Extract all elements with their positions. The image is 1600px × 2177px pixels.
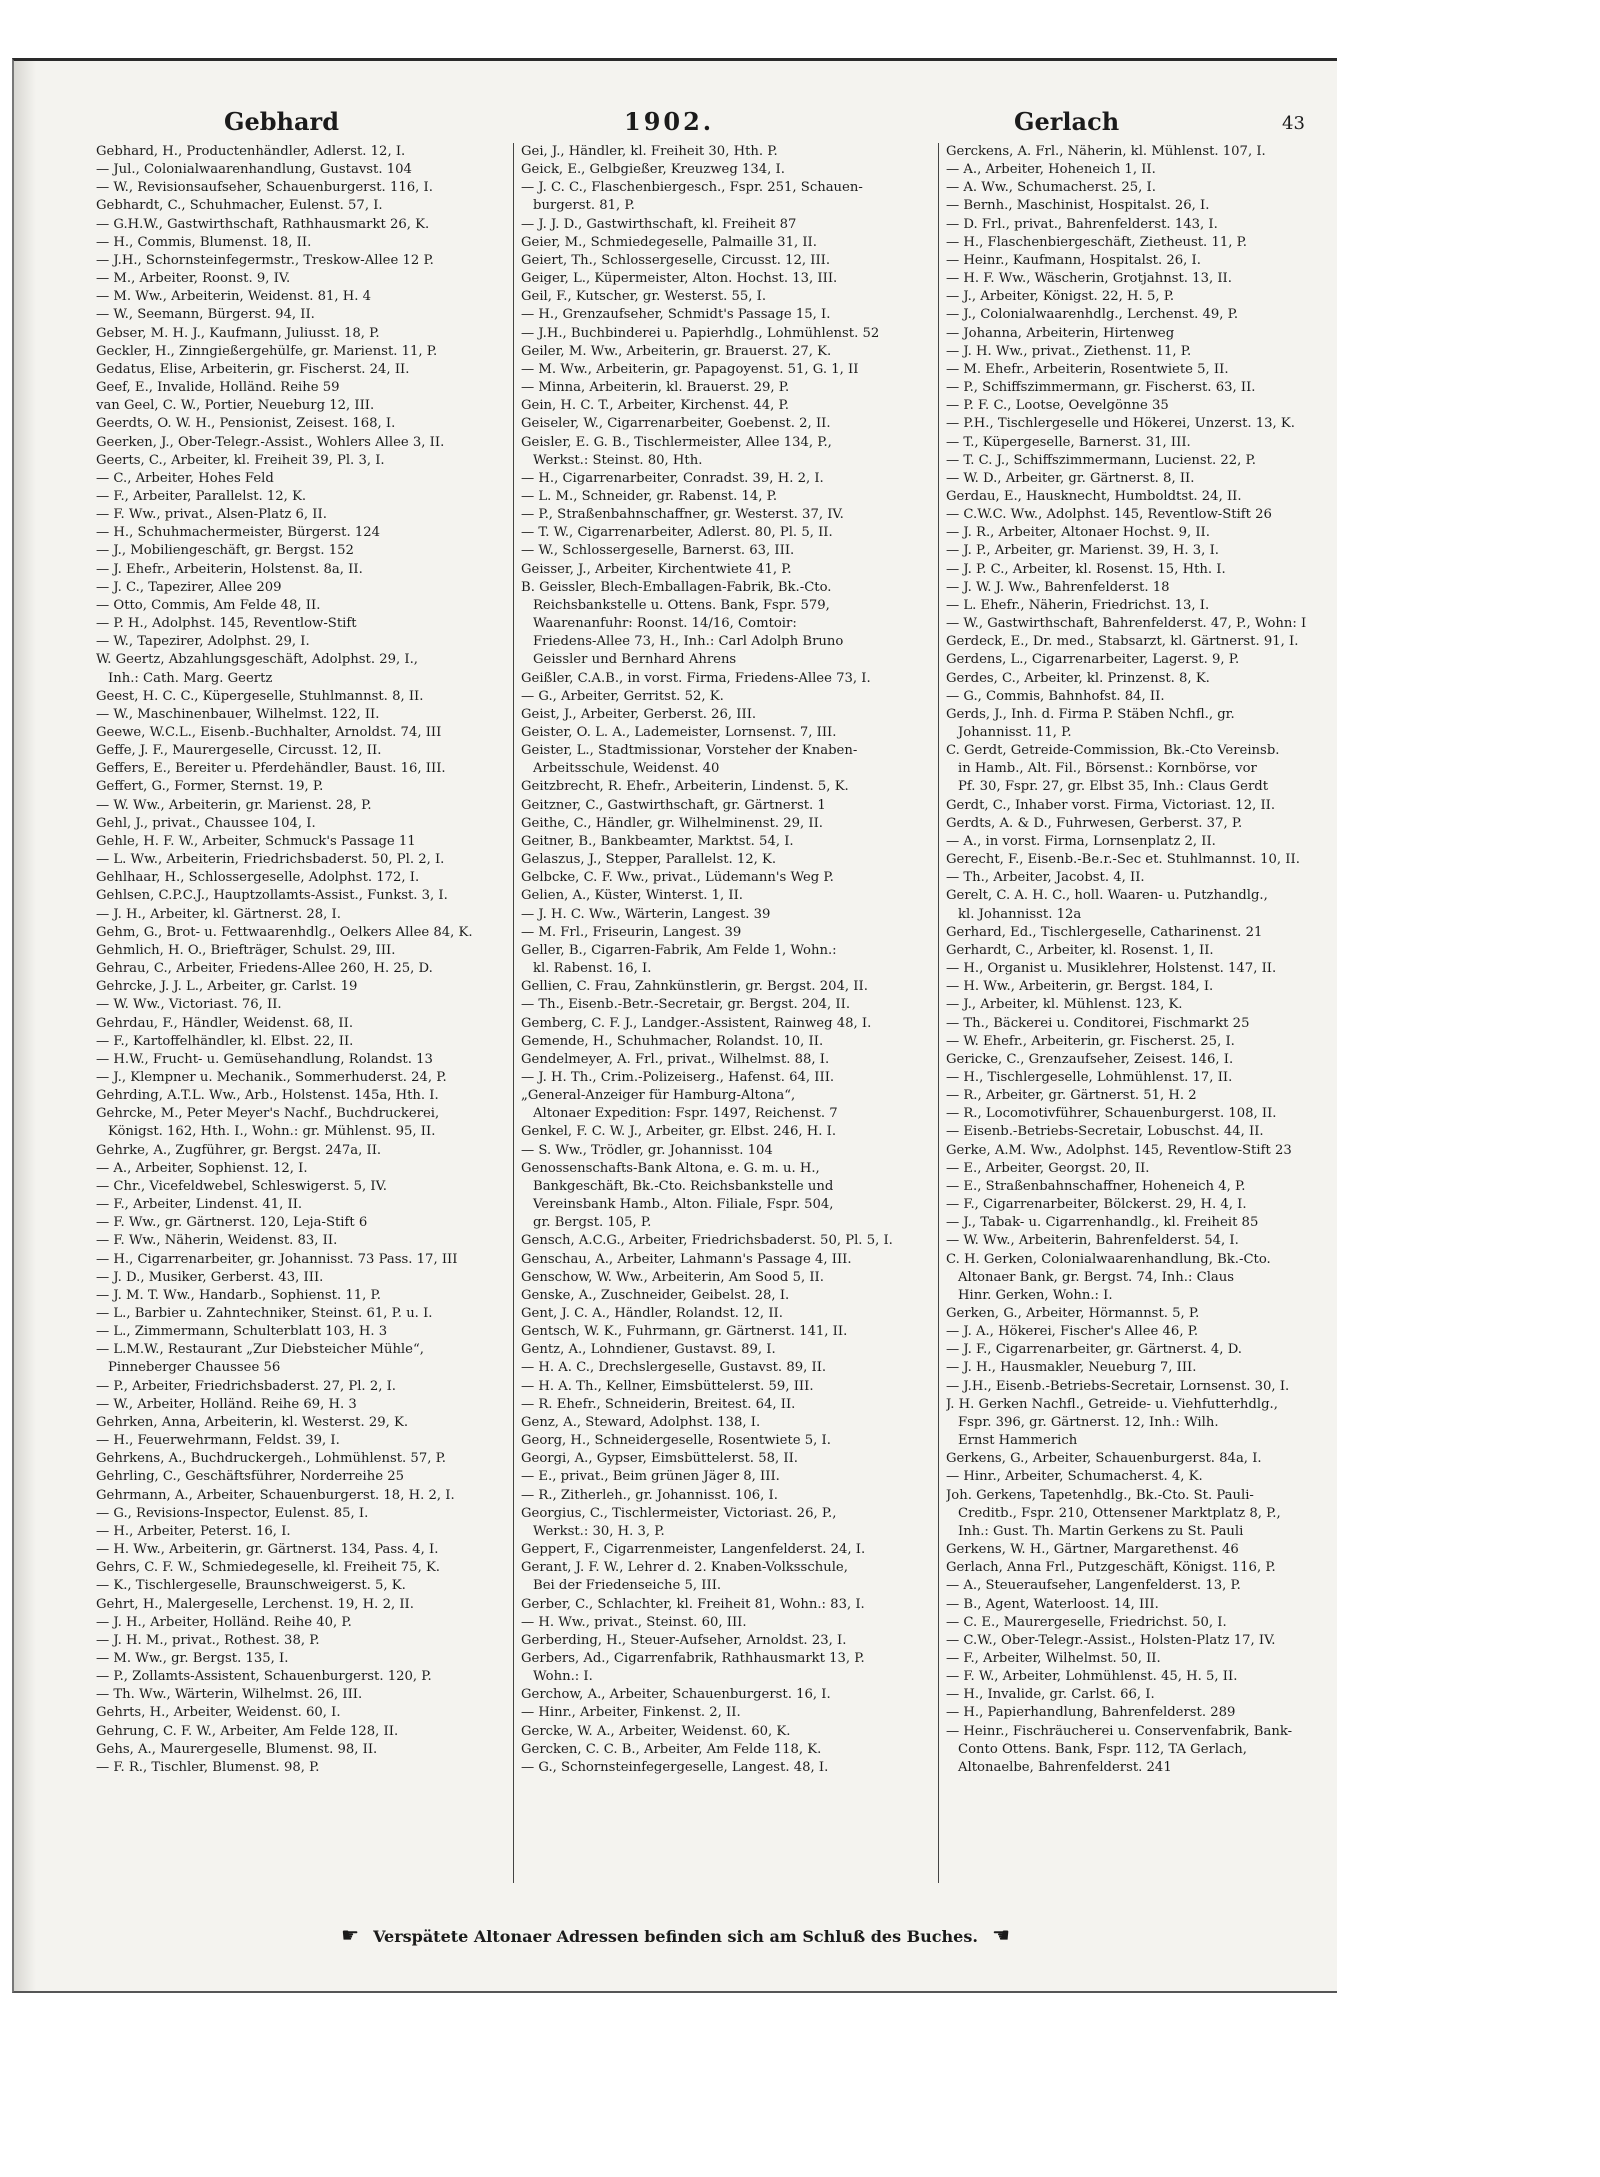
directory-entry: — P., Schiffszimmermann, gr. Fischerst. 63, II. xyxy=(946,380,1256,396)
directory-entry: Gerelt, C. A. H. C., holl. Waaren- u. Putzhandlg., xyxy=(946,888,1268,904)
directory-entry: burgerst. 81, P. xyxy=(533,198,635,214)
directory-entry: — M. Frl., Friseurin, Langest. 39 xyxy=(521,924,742,940)
directory-entry: Conto Ottens. Bank, Fspr. 112, TA Gerlach, xyxy=(958,1741,1247,1757)
directory-entry: Werkst.: Steinst. 80, Hth. xyxy=(533,452,703,468)
directory-entry: — H.W., Frucht- u. Gemüsehandlung, Rolandst. 13 xyxy=(96,1051,433,1067)
directory-entry: — R., Locomotivführer, Schauenburgerst. 108, II. xyxy=(946,1106,1277,1122)
directory-entry: Friedens-Allee 73, H., Inh.: Carl Adolph Bruno xyxy=(533,634,844,650)
directory-entry: Joh. Gerkens, Tapetenhdlg., Bk.-Cto. St. Pauli- xyxy=(946,1487,1254,1503)
directory-entry: Gein, H. C. T., Arbeiter, Kirchenst. 44, P. xyxy=(521,398,789,414)
directory-entry: — T., Küpergeselle, Barnerst. 31, III. xyxy=(946,434,1191,450)
directory-entry: — W., Gastwirthschaft, Bahrenfelderst. 47, P., Wohn: I xyxy=(946,616,1307,632)
directory-entry: Geffers, E., Bereiter u. Pferdehändler, Baust. 16, III. xyxy=(96,761,446,777)
directory-entry: Geisler, E. G. B., Tischlermeister, Allee 134, P., xyxy=(521,434,832,450)
directory-entry: — Eisenb.-Betriebs-Secretair, Lobuschst. 44, II. xyxy=(946,1124,1264,1140)
header-year: 1902. xyxy=(624,107,715,136)
directory-entry: — J. W. J. Ww., Bahrenfelderst. 18 xyxy=(946,579,1170,595)
page-header xyxy=(14,107,1337,147)
directory-entry: Gei, J., Händler, kl. Freiheit 30, Hth. P. xyxy=(521,144,778,159)
directory-entry: — P., Arbeiter, Friedrichsbaderst. 27, Pl. 2, I. xyxy=(96,1378,396,1394)
directory-entry: — Jul., Colonialwaarenhandlung, Gustavst. 104 xyxy=(96,162,412,178)
directory-entry: Gerdau, E., Hausknecht, Humboldtst. 24, II. xyxy=(946,488,1242,504)
directory-entry: Geller, B., Cigarren-Fabrik, Am Felde 1, Wohn.: xyxy=(521,942,837,958)
directory-entry: Gerke, A.M. Ww., Adolphst. 145, Reventlow-Stift 23 xyxy=(946,1142,1292,1158)
directory-entry: — W., Arbeiter, Holländ. Reihe 69, H. 3 xyxy=(96,1396,357,1412)
directory-entry: Gedatus, Elise, Arbeiterin, gr. Fischerst. 24, II. xyxy=(96,361,410,377)
directory-entry: „General-Anzeiger für Hamburg-Altona“, xyxy=(521,1088,796,1104)
directory-entry: — J. R., Arbeiter, Altonaer Hochst. 9, II. xyxy=(946,525,1210,541)
directory-entry: Gerbers, Ad., Cigarrenfabrik, Rathhausmarkt 13, P. xyxy=(521,1650,865,1666)
directory-entry: — H., Feuerwehrmann, Feldst. 39, I. xyxy=(96,1433,340,1449)
directory-entry: — Heinr., Kaufmann, Hospitalst. 26, I. xyxy=(946,252,1201,268)
directory-entry: Geiger, L., Küpermeister, Alton. Hochst. 13, III. xyxy=(521,271,838,287)
directory-entry: — J. D., Musiker, Gerberst. 43, III. xyxy=(96,1269,324,1285)
directory-entry: Wohn.: I. xyxy=(533,1669,593,1685)
directory-entry: — H. Ww., privat., Steinst. 60, III. xyxy=(521,1614,747,1630)
directory-entry: — J. P., Arbeiter, gr. Marienst. 39, H. 3, I. xyxy=(946,543,1219,559)
directory-entry: Gentsch, W. K., Fuhrmann, gr. Gärtnerst. 141, II. xyxy=(521,1324,848,1340)
directory-entry: Bankgeschäft, Bk.-Cto. Reichsbankstelle und xyxy=(533,1178,834,1194)
directory-entry: Geitzner, C., Gastwirthschaft, gr. Gärtnerst. 1 xyxy=(521,797,826,813)
directory-entry: — H. F. Ww., Wäscherin, Grotjahnst. 13, II. xyxy=(946,271,1232,287)
directory-entry: Geest, H. C. C., Küpergeselle, Stuhlmannst. 8, II. xyxy=(96,688,424,704)
directory-entry: Gehrke, A., Zugführer, gr. Bergst. 247a, II. xyxy=(96,1142,382,1158)
directory-entry: — A., Steueraufseher, Langenfelderst. 13, P. xyxy=(946,1578,1241,1594)
directory-entry: — F. Ww., gr. Gärtnerst. 120, Leja-Stift 6 xyxy=(96,1215,368,1231)
directory-entry: — J., Arbeiter, Königst. 22, H. 5, P. xyxy=(946,289,1175,305)
directory-entry: — H., Commis, Blumenst. 18, II. xyxy=(96,234,312,250)
directory-entry: — M., Arbeiter, Roonst. 9, IV. xyxy=(96,271,291,287)
directory-entry: Gent, J. C. A., Händler, Rolandst. 12, II. xyxy=(521,1306,783,1321)
directory-entry: — Th., Bäckerei u. Conditorei, Fischmarkt 25 xyxy=(946,1015,1250,1031)
directory-entry: — F., Arbeiter, Lindenst. 41, II. xyxy=(96,1197,303,1213)
directory-entry: Pf. 30, Fspr. 27, gr. Elbst 35, Inh.: Claus Gerdt xyxy=(958,779,1269,795)
directory-entry: — J. H. Th., Crim.-Polizeiserg., Hafenst. 64, III. xyxy=(521,1069,835,1085)
directory-entry: — L. M., Schneider, gr. Rabenst. 14, P. xyxy=(521,488,778,504)
directory-entry: — J. P. C., Arbeiter, kl. Rosenst. 15, Hth. I. xyxy=(946,561,1226,577)
directory-entry: Geil, F., Kutscher, gr. Westerst. 55, I. xyxy=(521,289,767,305)
directory-entry: — H., Invalide, gr. Carlst. 66, I. xyxy=(946,1687,1155,1703)
directory-entry: — C.W.C. Ww., Adolphst. 145, Reventlow-Stift 26 xyxy=(946,507,1272,523)
directory-entry: — W. Ww., Arbeiterin, Bahrenfelderst. 54, I. xyxy=(946,1233,1239,1249)
directory-entry: — T. C. J., Schiffszimmermann, Lucienst. 22, P. xyxy=(946,452,1256,468)
directory-entry: Gebhard, H., Productenhändler, Adlerst. 12, I. xyxy=(96,144,406,159)
directory-entry: — M. Ww., Arbeiterin, gr. Papagoyenst. 51, G. 1, II xyxy=(521,361,859,377)
directory-entry: — G., Revisions-Inspector, Eulenst. 85, I. xyxy=(96,1505,369,1521)
directory-entry: Waarenanfuhr: Roonst. 14/16, Comtoir: xyxy=(533,616,797,632)
directory-entry: — L. Ehefr., Näherin, Friedrichst. 13, I. xyxy=(946,597,1210,613)
directory-entry: — J.H., Schornsteinfegermstr., Treskow-Allee 12 P. xyxy=(96,252,434,268)
directory-entry: Georgi, A., Gypser, Eimsbüttelerst. 58, II. xyxy=(521,1451,798,1467)
directory-entry: Geister, O. L. A., Lademeister, Lornsenst. 7, III. xyxy=(521,725,837,740)
directory-entry: — H., Flaschenbiergeschäft, Zietheust. 11, P. xyxy=(946,234,1247,250)
directory-entry: Gerken, G., Arbeiter, Hörmannst. 5, P. xyxy=(946,1306,1200,1321)
directory-entry: Gehs, A., Maurergeselle, Blumenst. 98, II. xyxy=(96,1741,378,1757)
directory-entry: — H. A. C., Drechslergeselle, Gustavst. 89, II. xyxy=(521,1360,827,1376)
directory-entry: — M. Ehefr., Arbeiterin, Rosentwiete 5, II. xyxy=(946,361,1229,377)
directory-entry: — J. H., Hausmakler, Neueburg 7, III. xyxy=(946,1360,1197,1376)
directory-entry: — F., Cigarrenarbeiter, Bölckerst. 29, H. 4, I. xyxy=(946,1197,1247,1213)
directory-entry: Geitzbrecht, R. Ehefr., Arbeiterin, Lindenst. 5, K. xyxy=(521,779,849,795)
directory-entry: Gehrling, C., Geschäftsführer, Norderreihe 25 xyxy=(96,1469,405,1485)
directory-entry: — L., Barbier u. Zahntechniker, Steinst. 61, P. u. I. xyxy=(96,1306,433,1321)
directory-entry: Gercke, W. A., Arbeiter, Weidenst. 60, K. xyxy=(521,1723,791,1739)
directory-entry: Gerdts, A. & D., Fuhrwesen, Gerberst. 37, P. xyxy=(946,815,1243,831)
directory-entry: — Th. Ww., Wärterin, Wilhelmst. 26, III. xyxy=(96,1687,363,1703)
directory-column-2 xyxy=(521,143,913,1923)
directory-entry: Gerckens, A. Frl., Näherin, kl. Mühlenst. 107, I. xyxy=(946,144,1266,159)
directory-entry: — Bernh., Maschinist, Hospitalst. 26, I. xyxy=(946,198,1210,214)
directory-entry: Geerts, C., Arbeiter, kl. Freiheit 39, Pl. 3, I. xyxy=(96,452,385,468)
directory-entry: — P., Straßenbahnschaffner, gr. Westerst. 37, IV. xyxy=(521,507,844,523)
directory-entry: Georgius, C., Tischlermeister, Victoriast. 26, P., xyxy=(521,1505,837,1521)
directory-entry: Geef, E., Invalide, Holländ. Reihe 59 xyxy=(96,380,340,396)
directory-entry: Gelbcke, C. F. Ww., privat., Lüdemann's Weg P. xyxy=(521,870,834,886)
directory-entry: Genschau, A., Arbeiter, Lahmann's Passage 4, III. xyxy=(521,1251,852,1267)
directory-entry: Gehm, G., Brot- u. Fettwaarenhdlg., Oelkers Allee 84, K. xyxy=(96,924,473,940)
directory-entry: Gebser, M. H. J., Kaufmann, Juliusst. 18, P. xyxy=(96,325,380,341)
directory-entry: Gerberding, H., Steuer-Aufseher, Arnoldst. 23, I. xyxy=(521,1632,847,1648)
directory-entry: Geiseler, W., Cigarrenarbeiter, Goebenst. 2, II. xyxy=(521,416,831,432)
directory-entry: Geffe, J. F., Maurergeselle, Circusst. 12, II. xyxy=(96,743,382,759)
directory-entry: — G., Commis, Bahnhofst. 84, II. xyxy=(946,688,1165,704)
directory-entry: — W., Revisionsaufseher, Schauenburgerst. 116, I. xyxy=(96,180,433,196)
directory-entry: — W. D., Arbeiter, gr. Gärtnerst. 8, II. xyxy=(946,470,1195,486)
directory-entry: Gensch, A.C.G., Arbeiter, Friedrichsbaderst. 50, Pl. 5, I. xyxy=(521,1233,893,1249)
directory-entry: — W., Maschinenbauer, Wilhelmst. 122, II. xyxy=(96,706,380,722)
directory-entry: Geckler, H., Zinngießergehülfe, gr. Marienst. 11, P. xyxy=(96,343,438,359)
directory-entry: — W., Tapezirer, Adolphst. 29, I. xyxy=(96,634,310,650)
directory-entry: — C., Arbeiter, Hohes Feld xyxy=(96,470,274,486)
directory-entry: Geiler, M. Ww., Arbeiterin, gr. Brauerst. 27, K. xyxy=(521,343,832,359)
directory-entry: — J. Ehefr., Arbeiterin, Holstenst. 8a, II. xyxy=(96,561,363,577)
directory-entry: — B., Agent, Waterloost. 14, III. xyxy=(946,1596,1159,1612)
footer-text: Verspätete Altonaer Adressen befinden sich am Schluß des Buches. xyxy=(373,1927,978,1946)
directory-entry: — R., Arbeiter, gr. Gärtnerst. 51, H. 2 xyxy=(946,1088,1197,1104)
directory-entry: — C.W., Ober-Telegr.-Assist., Holsten-Platz 17, IV. xyxy=(946,1632,1276,1648)
directory-entry: van Geel, C. W., Portier, Neueburg 12, III. xyxy=(96,398,375,414)
directory-entry: C. Gerdt, Getreide-Commission, Bk.-Cto Vereinsb. xyxy=(946,743,1280,759)
directory-entry: Gellien, C. Frau, Zahnkünstlerin, gr. Bergst. 204, II. xyxy=(521,979,868,995)
directory-entry: — H., Papierhandlung, Bahrenfelderst. 289 xyxy=(946,1705,1236,1721)
directory-entry: kl. Johannisst. 12a xyxy=(958,906,1082,922)
directory-entry: Creditb., Fspr. 210, Ottensener Marktplatz 8, P., xyxy=(958,1505,1281,1521)
directory-entry: J. H. Gerken Nachfl., Getreide- u. Viehfutterhdlg., xyxy=(946,1396,1278,1412)
directory-entry: Altonaer Expedition: Fspr. 1497, Reichenst. 7 xyxy=(533,1106,838,1122)
directory-entry: Geißler, C.A.B., in vorst. Firma, Friedens-Allee 73, I. xyxy=(521,670,871,686)
directory-entry: Johannisst. 11, P. xyxy=(958,725,1072,740)
directory-entry: Geitner, B., Bankbeamter, Marktst. 54, I. xyxy=(521,833,794,849)
directory-entry: — W., Schlossergeselle, Barnerst. 63, III. xyxy=(521,543,795,559)
directory-entry: Gehrdau, F., Händler, Weidenst. 68, II. xyxy=(96,1015,354,1031)
directory-entry: — G., Arbeiter, Gerritst. 52, K. xyxy=(521,688,724,704)
directory-entry: Bei der Friedenseiche 5, III. xyxy=(533,1578,722,1594)
directory-entry: Geier, M., Schmiedegeselle, Palmaille 31, II. xyxy=(521,234,817,250)
header-last-entry: Gerlach xyxy=(1014,107,1120,136)
directory-entry: — F. W., Arbeiter, Lohmühlenst. 45, H. 5, II. xyxy=(946,1669,1238,1685)
directory-entry: Gehrken, Anna, Arbeiterin, kl. Westerst. 29, K. xyxy=(96,1414,409,1430)
directory-entry: — W., Seemann, Bürgerst. 94, II. xyxy=(96,307,315,323)
directory-entry: Geffert, G., Former, Sternst. 19, P. xyxy=(96,779,324,795)
directory-entry: Gerant, J. F. W., Lehrer d. 2. Knaben-Volksschule, xyxy=(521,1560,848,1576)
directory-entry: — J. H. M., privat., Rothest. 38, P. xyxy=(96,1632,320,1648)
directory-entry: — J. J. D., Gastwirthschaft, kl. Freiheit 87 xyxy=(521,216,797,232)
directory-entry: Gerkens, W. H., Gärtner, Margarethenst. 46 xyxy=(946,1542,1239,1558)
directory-entry: — H. A. Th., Kellner, Eimsbüttelerst. 59, III. xyxy=(521,1378,814,1394)
directory-entry: — J., Mobiliengeschäft, gr. Bergst. 152 xyxy=(96,543,354,559)
directory-entry: Gerecht, F., Eisenb.-Be.r.-Sec et. Stuhlmannst. 10, II. xyxy=(946,852,1300,868)
directory-entry: — J., Colonialwaarenhdlg., Lerchenst. 49, P. xyxy=(946,307,1239,323)
directory-entry: Genschow, W. Ww., Arbeiterin, Am Sood 5, II. xyxy=(521,1269,824,1285)
directory-entry: Geppert, F., Cigarrenmeister, Langenfelderst. 24, I. xyxy=(521,1542,866,1558)
directory-entry: Georg, H., Schneidergeselle, Rosentwiete 5, I. xyxy=(521,1433,831,1449)
directory-entry: — K., Tischlergeselle, Braunschweigerst. 5, K. xyxy=(96,1578,406,1594)
directory-entry: Geithe, C., Händler, gr. Wilhelminenst. 29, II. xyxy=(521,815,823,831)
directory-entry: Gehrau, C., Arbeiter, Friedens-Allee 260, H. 25, D. xyxy=(96,961,433,977)
directory-entry: Geissler und Bernhard Ahrens xyxy=(533,652,737,668)
directory-entry: — E., privat., Beim grünen Jäger 8, III. xyxy=(521,1469,780,1485)
directory-entry: — J.H., Eisenb.-Betriebs-Secretair, Lornsenst. 30, I. xyxy=(946,1378,1290,1394)
directory-entry: Gehrts, H., Arbeiter, Weidenst. 60, I. xyxy=(96,1705,341,1721)
directory-entry: — W. Ehefr., Arbeiterin, gr. Fischerst. 25, I. xyxy=(946,1033,1235,1049)
directory-entry: — J. C. C., Flaschenbiergesch., Fspr. 251, Schauen- xyxy=(521,180,863,196)
directory-entry: Gehrmann, A., Arbeiter, Schauenburgerst. 18, H. 2, I. xyxy=(96,1487,455,1503)
directory-entry: — W. Ww., Victoriast. 76, II. xyxy=(96,997,282,1013)
directory-entry: Werkst.: 30, H. 3, P. xyxy=(533,1523,665,1539)
directory-entry: Genossenschafts-Bank Altona, e. G. m. u. H., xyxy=(521,1160,820,1176)
directory-entry: Ernst Hammerich xyxy=(958,1433,1078,1449)
directory-entry: Gehrkens, A., Buchdruckergeh., Lohmühlenst. 57, P. xyxy=(96,1451,446,1467)
page-number: 43 xyxy=(1282,113,1305,134)
directory-entry: Hinr. Gerken, Wohn.: I. xyxy=(958,1287,1113,1303)
directory-entry: Gemberg, C. F. J., Landger.-Assistent, Rainweg 48, I. xyxy=(521,1015,872,1031)
directory-entry: Gehmlich, H. O., Briefträger, Schulst. 29, III. xyxy=(96,942,396,958)
directory-entry: — J. H., Arbeiter, kl. Gärtnerst. 28, I. xyxy=(96,906,341,922)
directory-entry: — P. F. C., Lootse, Oevelgönne 35 xyxy=(946,398,1169,414)
directory-entry: — Th., Eisenb.-Betr.-Secretair, gr. Bergst. 204, II. xyxy=(521,997,851,1013)
directory-entry: — E., Arbeiter, Georgst. 20, II. xyxy=(946,1160,1150,1176)
directory-entry: Gerlach, Anna Frl., Putzgeschäft, Königst. 116, P. xyxy=(946,1560,1276,1576)
header-first-entry: Gebhard xyxy=(224,107,339,136)
directory-entry: — H., Organist u. Musiklehrer, Holstenst. 147, II. xyxy=(946,961,1277,977)
directory-entry: — H., Arbeiter, Peterst. 16, I. xyxy=(96,1523,291,1539)
directory-entry: — Hinr., Arbeiter, Finkenst. 2, II. xyxy=(521,1705,741,1721)
directory-entry: — W. Ww., Arbeiterin, gr. Marienst. 28, P. xyxy=(96,797,372,813)
directory-entry: — A. Ww., Schumacherst. 25, I. xyxy=(946,180,1156,196)
directory-entry: — L., Zimmermann, Schulterblatt 103, H. 3 xyxy=(96,1324,388,1340)
directory-entry: — T. W., Cigarrenarbeiter, Adlerst. 80, Pl. 5, II. xyxy=(521,525,833,541)
directory-entry: — G., Schornsteinfegergeselle, Langest. 48, I. xyxy=(521,1759,829,1775)
directory-entry: — A., Arbeiter, Sophienst. 12, I. xyxy=(96,1160,308,1176)
directory-entry: — L.M.W., Restaurant „Zur Diebsteicher Mühle“, xyxy=(96,1342,424,1358)
directory-entry: — J., Klempner u. Mechanik., Sommerhuderst. 24, P. xyxy=(96,1069,447,1085)
directory-entry: C. H. Gerken, Colonialwaarenhandlung, Bk.-Cto. xyxy=(946,1251,1271,1267)
directory-entry: — S. Ww., Trödler, gr. Johannisst. 104 xyxy=(521,1142,773,1158)
directory-entry: — Chr., Vicefeldwebel, Schleswigerst. 5, IV. xyxy=(96,1178,387,1194)
directory-entry: — F. Ww., Näherin, Weidenst. 83, II. xyxy=(96,1233,338,1249)
directory-entry: Gehlsen, C.P.C.J., Hauptzollamts-Assist., Funkst. 3, I. xyxy=(96,888,448,904)
directory-entry: Gehrs, C. F. W., Schmiedegeselle, kl. Freiheit 75, K. xyxy=(96,1560,441,1576)
directory-entry: Gercken, C. C. B., Arbeiter, Am Felde 118, K. xyxy=(521,1741,822,1757)
directory-columns xyxy=(96,143,1331,1923)
directory-entry: Gerhardt, C., Arbeiter, kl. Rosenst. 1, II. xyxy=(946,942,1214,958)
directory-entry: — A., in vorst. Firma, Lornsenplatz 2, II. xyxy=(946,833,1216,849)
directory-entry: Genkel, F. C. W. J., Arbeiter, gr. Elbst. 246, H. I. xyxy=(521,1124,837,1140)
directory-entry: — C. E., Maurergeselle, Friedrichst. 50, I. xyxy=(946,1614,1227,1630)
directory-entry: Gerdes, C., Arbeiter, kl. Prinzenst. 8, K. xyxy=(946,670,1210,686)
directory-entry: — L. Ww., Arbeiterin, Friedrichsbaderst. 50, Pl. 2, I. xyxy=(96,852,445,868)
directory-entry: Gehrcke, M., Peter Meyer's Nachf., Buchdruckerei, xyxy=(96,1106,440,1122)
directory-entry: Gehrt, H., Malergeselle, Lerchenst. 19, H. 2, II. xyxy=(96,1596,414,1612)
directory-entry: Gehrding, A.T.L. Ww., Arb., Holstenst. 145a, Hth. I. xyxy=(96,1088,439,1104)
directory-entry: Gerhard, Ed., Tischlergeselle, Catharinenst. 21 xyxy=(946,924,1263,940)
directory-entry: Geewe, W.C.L., Eisenb.-Buchhalter, Arnoldst. 74, III xyxy=(96,725,442,740)
directory-entry: Reichsbankstelle u. Ottens. Bank, Fspr. 579, xyxy=(533,597,830,613)
directory-entry: — Otto, Commis, Am Felde 48, II. xyxy=(96,597,321,613)
directory-entry: Gelien, A., Küster, Winterst. 1, II. xyxy=(521,888,743,904)
directory-column-3 xyxy=(946,143,1337,1923)
directory-entry: Vereinsbank Hamb., Alton. Filiale, Fspr. 504, xyxy=(533,1197,834,1213)
pointing-hand-icon: ☛ xyxy=(341,1923,360,1947)
directory-column-1 xyxy=(96,143,488,1923)
directory-entry: — Minna, Arbeiterin, kl. Brauerst. 29, P. xyxy=(521,380,790,396)
directory-entry: — J. A., Hökerei, Fischer's Allee 46, P. xyxy=(946,1324,1199,1340)
directory-entry: Geerdts, O. W. H., Pensionist, Zeisest. 168, I. xyxy=(96,416,396,432)
directory-entry: Gehle, H. F. W., Arbeiter, Schmuck's Passage 11 xyxy=(96,833,416,849)
directory-entry: Gerdt, C., Inhaber vorst. Firma, Victoriast. 12, II. xyxy=(946,797,1276,813)
directory-entry: — J., Tabak- u. Cigarrenhandlg., kl. Freiheit 85 xyxy=(946,1215,1259,1231)
directory-entry: Genske, A., Zuschneider, Geibelst. 28, I. xyxy=(521,1287,790,1303)
directory-entry: Gebhardt, C., Schuhmacher, Eulenst. 57, I. xyxy=(96,198,383,214)
directory-entry: Gelaszus, J., Stepper, Parallelst. 12, K. xyxy=(521,852,777,868)
directory-entry: — A., Arbeiter, Hoheneich 1, II. xyxy=(946,162,1156,178)
directory-entry: Gericke, C., Grenzaufseher, Zeisest. 146, I. xyxy=(946,1051,1234,1067)
directory-entry: — H. Ww., Arbeiterin, gr. Gärtnerst. 134, Pass. 4, I. xyxy=(96,1542,439,1558)
directory-entry: Geisser, J., Arbeiter, Kirchentwiete 41, P. xyxy=(521,561,792,577)
directory-entry: — P. H., Adolphst. 145, Reventlow-Stift xyxy=(96,616,357,632)
directory-entry: Gehrung, C. F. W., Arbeiter, Am Felde 128, II. xyxy=(96,1723,399,1739)
directory-entry: — H., Cigarrenarbeiter, Conradst. 39, H. 2, I. xyxy=(521,470,824,486)
directory-entry: — Johanna, Arbeiterin, Hirtenweg xyxy=(946,325,1175,341)
directory-entry: — F., Kartoffelhändler, kl. Elbst. 22, II. xyxy=(96,1033,354,1049)
directory-entry: Gerkens, G., Arbeiter, Schauenburgerst. 84a, I. xyxy=(946,1451,1262,1467)
directory-entry: Gerds, J., Inh. d. Firma P. Stäben Nchfl., gr. xyxy=(946,706,1235,722)
directory-entry: — R. Ehefr., Schneiderin, Breitest. 64, II. xyxy=(521,1396,796,1412)
directory-entry: Gehrcke, J. J. L., Arbeiter, gr. Carlst. 19 xyxy=(96,979,358,995)
directory-entry: — J., Arbeiter, kl. Mühlenst. 123, K. xyxy=(946,997,1183,1013)
directory-entry: — M. Ww., Arbeiterin, Weidenst. 81, H. 4 xyxy=(96,289,372,305)
directory-entry: — J. M. T. Ww., Handarb., Sophienst. 11, P. xyxy=(96,1287,381,1303)
directory-page xyxy=(12,58,1337,1993)
directory-entry: Fspr. 396, gr. Gärtnerst. 12, Inh.: Wilh. xyxy=(958,1414,1219,1430)
directory-entry: — H., Schuhmachermeister, Bürgerst. 124 xyxy=(96,525,381,541)
directory-entry: — J. H. Ww., privat., Ziethenst. 11, P. xyxy=(946,343,1192,359)
directory-entry: Inh.: Gust. Th. Martin Gerkens zu St. Pauli xyxy=(958,1523,1244,1539)
pointing-hand-icon: ☛ xyxy=(991,1923,1010,1947)
directory-entry: — Th., Arbeiter, Jacobst. 4, II. xyxy=(946,870,1145,886)
directory-entry: — F., Arbeiter, Parallelst. 12, K. xyxy=(96,488,307,504)
directory-entry: — G.H.W., Gastwirthschaft, Rathhausmarkt 26, K. xyxy=(96,216,430,232)
directory-entry: Gemende, H., Schuhmacher, Rolandst. 10, II. xyxy=(521,1033,824,1049)
directory-entry: Gehlhaar, H., Schlossergeselle, Adolphst. 172, I. xyxy=(96,870,420,886)
directory-entry: Gehl, J., privat., Chaussee 104, I. xyxy=(96,815,316,831)
directory-entry: Gentz, A., Lohndiener, Gustavst. 89, I. xyxy=(521,1342,776,1358)
directory-entry: — H., Grenzaufseher, Schmidt's Passage 15, I. xyxy=(521,307,831,323)
directory-entry: Inh.: Cath. Marg. Geertz xyxy=(108,670,273,686)
page-fold-shadow xyxy=(14,61,36,1991)
directory-entry: Geist, J., Arbeiter, Gerberst. 26, III. xyxy=(521,706,757,722)
directory-entry: — J. C., Tapezirer, Allee 209 xyxy=(96,579,282,595)
directory-entry: Altonaelbe, Bahrenfelderst. 241 xyxy=(958,1759,1172,1775)
directory-entry: — H., Cigarrenarbeiter, gr. Johannisst. 73 Pass. 17, III xyxy=(96,1251,458,1267)
directory-entry: — J. F., Cigarrenarbeiter, gr. Gärtnerst. 4, D. xyxy=(946,1342,1242,1358)
directory-entry: B. Geissler, Blech-Emballagen-Fabrik, Bk.-Cto. xyxy=(521,579,832,595)
directory-entry: — H. Ww., Arbeiterin, gr. Bergst. 184, I. xyxy=(946,979,1214,995)
directory-entry: Geick, E., Gelbgießer, Kreuzweg 134, I. xyxy=(521,162,785,178)
directory-entry: Gendelmeyer, A. Frl., privat., Wilhelmst. 88, I. xyxy=(521,1051,830,1067)
directory-entry: — F., Arbeiter, Wilhelmst. 50, II. xyxy=(946,1650,1161,1666)
directory-entry: Pinneberger Chaussee 56 xyxy=(108,1360,281,1376)
directory-entry: — J. H. C. Ww., Wärterin, Langest. 39 xyxy=(521,906,771,922)
directory-entry: Gerdens, L., Cigarrenarbeiter, Lagerst. 9, P. xyxy=(946,652,1240,668)
directory-entry: Geerken, J., Ober-Telegr.-Assist., Wohlers Allee 3, II. xyxy=(96,434,445,450)
directory-entry: — J.H., Buchbinderei u. Papierhdlg., Lohmühlenst. 52 xyxy=(521,325,880,341)
directory-entry: — J. H., Arbeiter, Holländ. Reihe 40, P. xyxy=(96,1614,352,1630)
directory-entry: — F. Ww., privat., Alsen-Platz 6, II. xyxy=(96,507,327,523)
directory-entry: kl. Rabenst. 16, I. xyxy=(533,961,652,977)
directory-entry: — Heinr., Fischräucherei u. Conservenfabrik, Bank- xyxy=(946,1723,1293,1739)
directory-entry: Gerber, C., Schlachter, kl. Freiheit 81, Wohn.: 83, I. xyxy=(521,1596,865,1612)
directory-entry: in Hamb., Alt. Fil., Börsenst.: Kornbörse, vor xyxy=(958,761,1257,777)
directory-entry: — R., Zitherleh., gr. Johannisst. 106, I. xyxy=(521,1487,778,1503)
directory-entry: W. Geertz, Abzahlungsgeschäft, Adolphst. 29, I., xyxy=(96,652,418,668)
directory-entry: Gerchow, A., Arbeiter, Schauenburgerst. 16, I. xyxy=(521,1687,831,1703)
directory-entry: Gerdeck, E., Dr. med., Stabsarzt, kl. Gärtnerst. 91, I. xyxy=(946,634,1299,650)
directory-entry: — H., Tischlergeselle, Lohmühlenst. 17, II. xyxy=(946,1069,1233,1085)
directory-entry: — P., Zollamts-Assistent, Schauenburgerst. 120, P. xyxy=(96,1669,432,1685)
directory-entry: — P.H., Tischlergeselle und Hökerei, Unzerst. 13, K. xyxy=(946,416,1295,432)
directory-entry: — D. Frl., privat., Bahrenfelderst. 143, I. xyxy=(946,216,1218,232)
directory-entry: — Hinr., Arbeiter, Schumacherst. 4, K. xyxy=(946,1469,1203,1485)
directory-entry: Altonaer Bank, gr. Bergst. 74, Inh.: Claus xyxy=(958,1269,1235,1285)
directory-entry: gr. Bergst. 105, P. xyxy=(533,1215,652,1231)
directory-entry: Königst. 162, Hth. I., Wohn.: gr. Mühlenst. 95, II. xyxy=(108,1124,436,1140)
directory-entry: — E., Straßenbahnschaffner, Hoheneich 4, P. xyxy=(946,1178,1246,1194)
page-footer-note xyxy=(14,1923,1337,1947)
directory-entry: — F. R., Tischler, Blumenst. 98, P. xyxy=(96,1759,320,1775)
directory-entry: Genz, A., Steward, Adolphst. 138, I. xyxy=(521,1414,761,1430)
directory-entry: Geister, L., Stadtmissionar, Vorsteher der Knaben- xyxy=(521,743,858,759)
directory-entry: Arbeitsschule, Weidenst. 40 xyxy=(533,761,720,777)
directory-entry: Geiert, Th., Schlossergeselle, Circusst. 12, III. xyxy=(521,252,831,268)
directory-entry: — M. Ww., gr. Bergst. 135, I. xyxy=(96,1650,289,1666)
